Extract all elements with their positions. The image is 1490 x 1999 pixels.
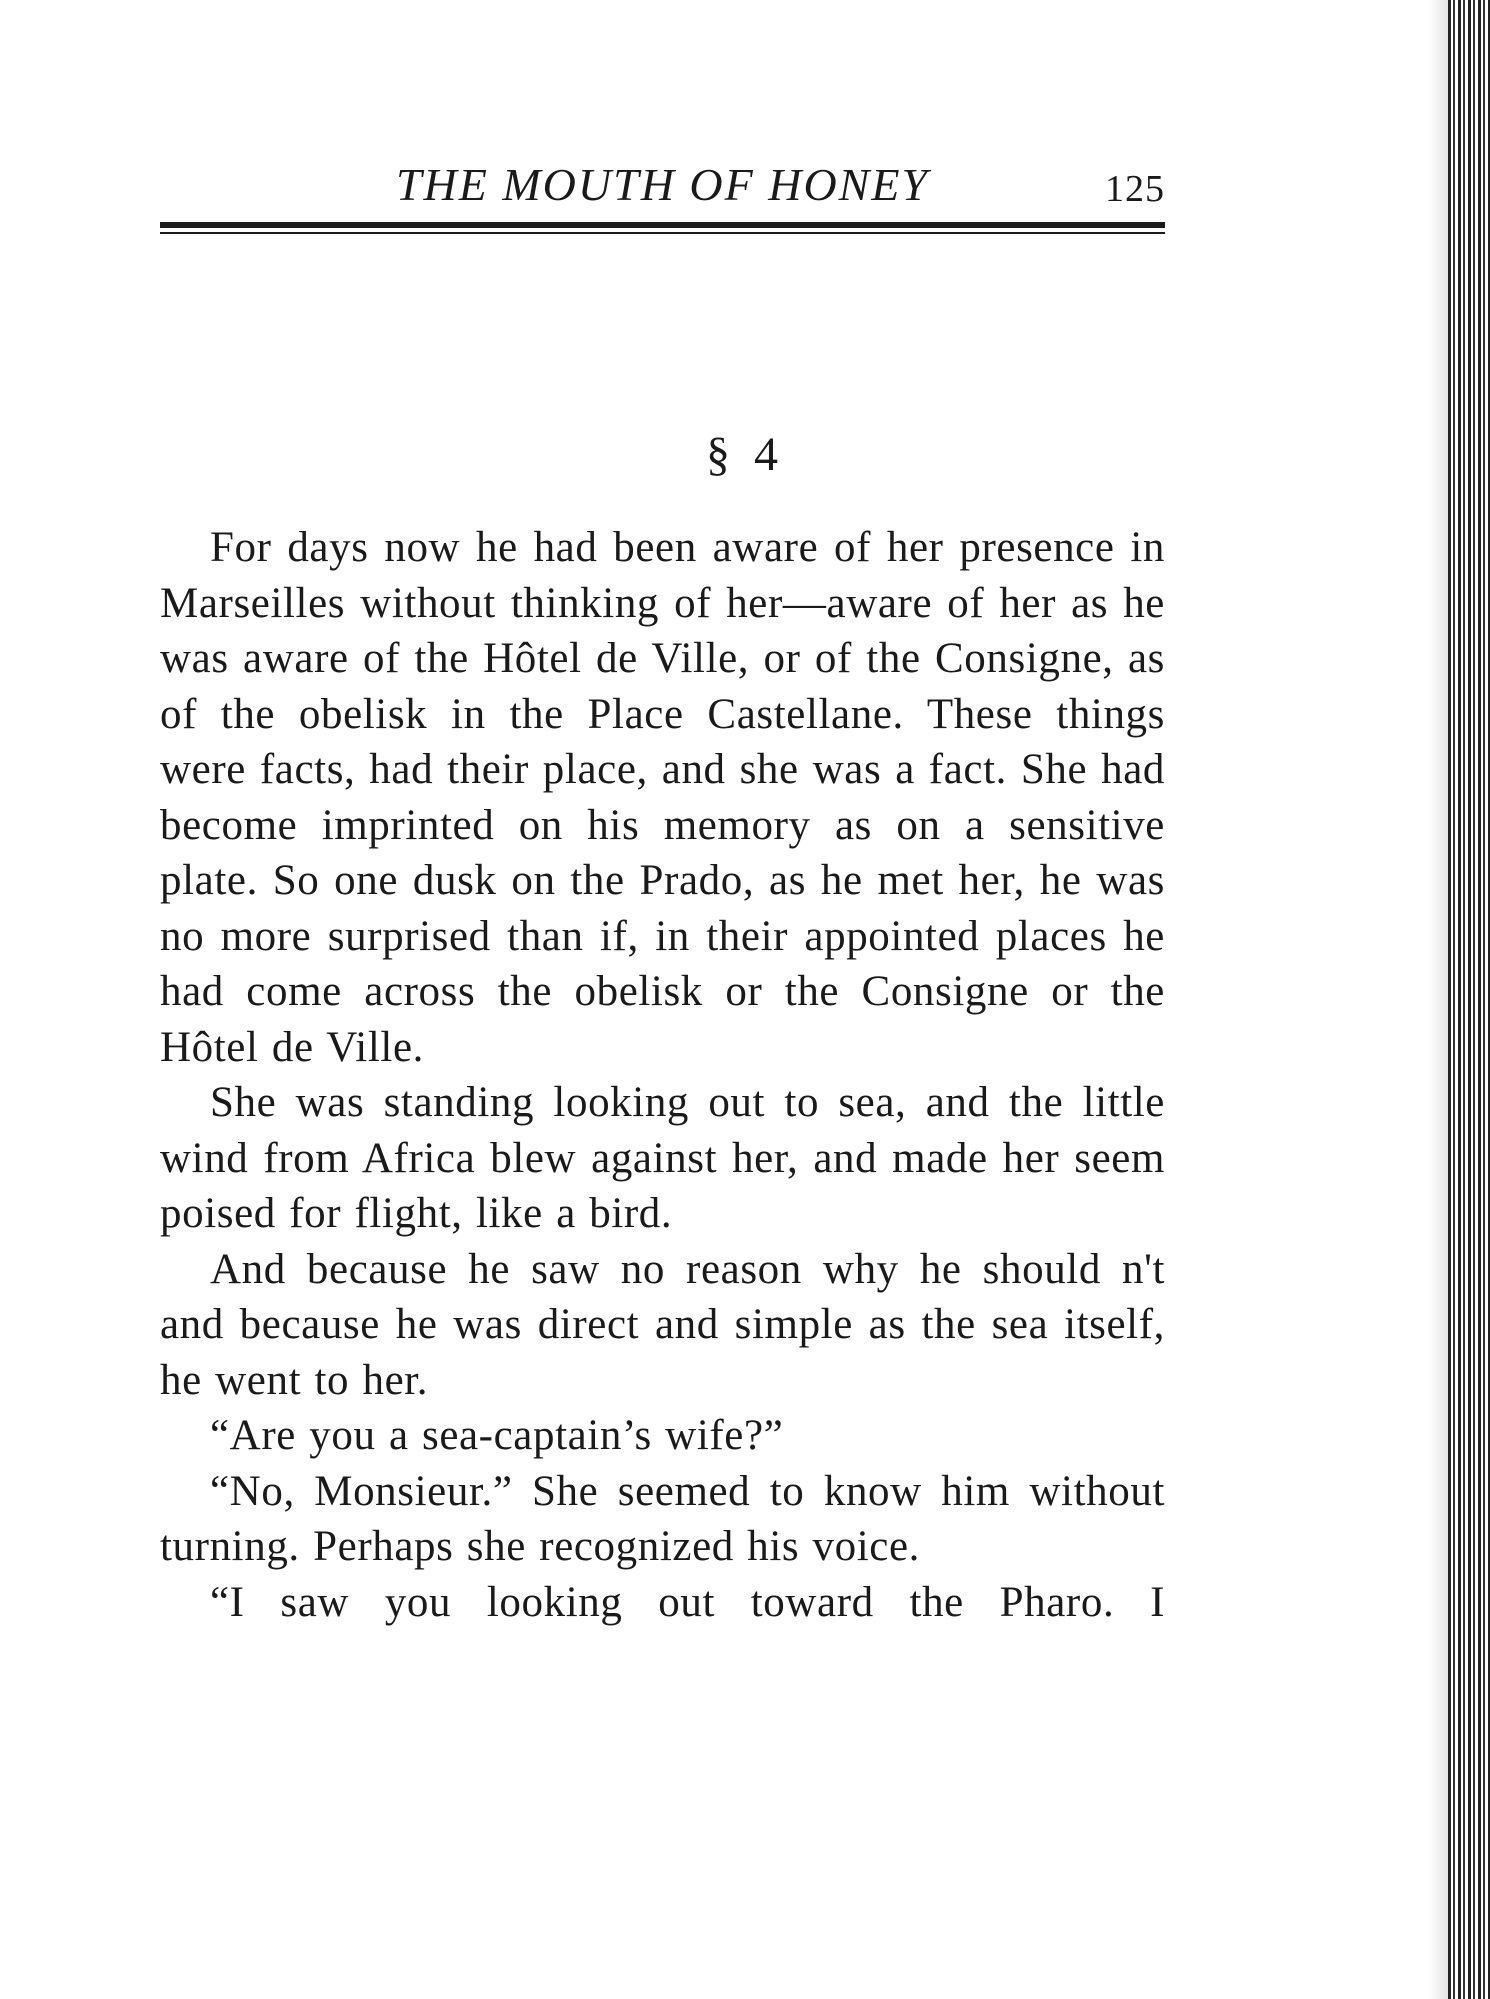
body-text	[160, 520, 1165, 1630]
running-title: THE MOUTH OF HONEY	[395, 159, 930, 210]
paragraph: She was standing looking out to sea, and the little wind from Africa blew against her, and made her seem poised for flight, like a bird.	[160, 1079, 1165, 1237]
page-number: 125	[1105, 168, 1165, 210]
running-head	[160, 155, 1165, 215]
paragraph: And because he saw no reason why he should n't and because he was direct and simple as the sea itself, he went to her.	[160, 1245, 1165, 1404]
paragraph: “Are you a sea-captain’s wife?”	[210, 1412, 784, 1459]
binding-edge	[1448, 0, 1490, 1999]
paragraph: “I saw you looking out toward the Pharo. I	[210, 1578, 1165, 1626]
header-rule-thin	[160, 232, 1165, 234]
paragraph: “No, Monsieur.” She seemed to know him without turning. Perhaps she recognized his voice.	[160, 1467, 1165, 1570]
section-heading: § 4	[706, 428, 784, 481]
paragraph: For days now he had been aware of her presence in Marseilles without thinking of her—aware of her as he was aware of the Hôtel de Ville, or of the Consigne, as of the obelisk in the Place Castellane. These things were facts, had their place, and she was a fact. She had become imprinted on his memory as on a sensitive plate. So one dusk on the Prado, as he met her, he was no more surprised than if, in their appointed places he had come across the obelisk or the Consigne or the Hôtel de Ville.	[160, 524, 1165, 1071]
binding-shadow	[1428, 0, 1448, 1999]
header-rule-thick	[160, 222, 1165, 228]
